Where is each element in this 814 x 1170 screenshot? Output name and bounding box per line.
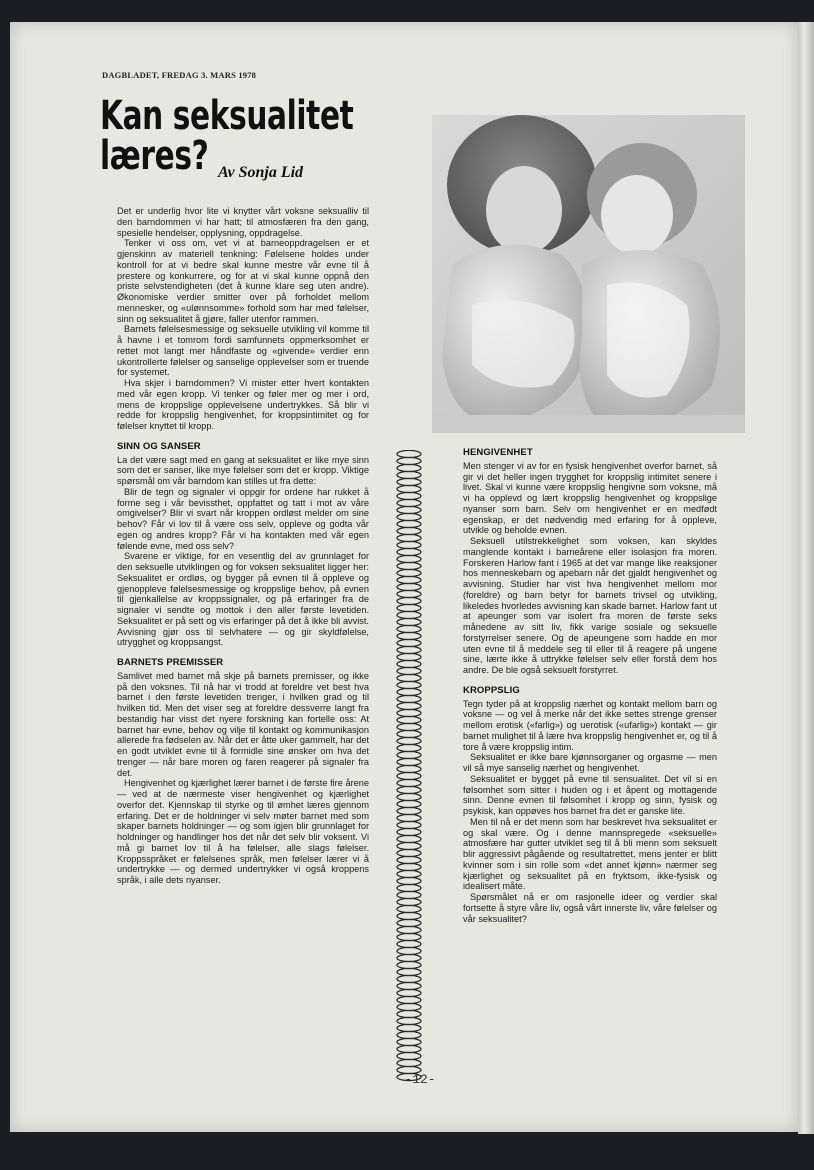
spiral-loop — [397, 989, 421, 996]
spiral-loop — [397, 1038, 421, 1045]
spiral-loop — [397, 1010, 421, 1017]
spiral-loop — [397, 926, 421, 933]
spiral-loop — [397, 996, 421, 1003]
spiral-loop — [397, 786, 421, 793]
paragraph: Tenker vi oss om, vet vi at barneoppdragelsen er et gjenskinn av materiell tenkning: Følelsene holdes under kontroll for at vi bedre skal kunne mestre vår evne til å prestere og konkurrere, og for at vi skal kunne oppnå den priste selvstendigheten (det å kunne klare seg uten andre). Økonomiske verdier smitter over på forholdet mellom mennesker, og «ulønnsomme» forhold som har med følelser, sinn og seksualitet å gjøre, faller utenfor rammen. — [117, 238, 369, 324]
spiral-loop — [397, 583, 421, 590]
spiral-loop — [397, 625, 421, 632]
left-column — [117, 206, 369, 886]
spiral-loop — [397, 499, 421, 506]
spiral-loop — [397, 548, 421, 555]
spiral-loop — [397, 877, 421, 884]
spiral-loop — [397, 695, 421, 702]
spiral-loop — [397, 450, 421, 457]
spiral-loop — [397, 765, 421, 772]
spiral-loop — [397, 576, 421, 583]
spiral-loop — [397, 688, 421, 695]
spiral-loop — [397, 891, 421, 898]
spiral-loop — [397, 632, 421, 639]
spiral-loop — [397, 660, 421, 667]
spiral-loop — [397, 527, 421, 534]
spiral-loop — [397, 849, 421, 856]
spiral-loop — [397, 569, 421, 576]
spiral-loop — [397, 541, 421, 548]
spiral-loop — [397, 534, 421, 541]
spiral-loop — [397, 884, 421, 891]
spiral-loop — [397, 1003, 421, 1010]
spiral-loop — [397, 709, 421, 716]
spiral-loop — [397, 807, 421, 814]
spiral-loop — [397, 513, 421, 520]
spiral-loop — [397, 828, 421, 835]
spiral-loop — [397, 646, 421, 653]
spiral-loop — [397, 1052, 421, 1059]
spiral-loop — [397, 506, 421, 513]
spiral-loop — [397, 758, 421, 765]
spiral-loop — [397, 618, 421, 625]
spiral-loop — [397, 1031, 421, 1038]
spiral-divider-graphic — [394, 450, 424, 1086]
spiral-loop — [397, 968, 421, 975]
paragraph: Seksualitet er bygget på evne til sensualitet. Det vil si en følsomhet som sitter i huden og i et åpent og mottagende sinn. Denne evnen til følsomhet i kropp og sinn, fysisk og psykisk, kan oppøves hos barnet fra det er ganske lite. — [463, 773, 717, 816]
spiral-loop — [397, 905, 421, 912]
spiral-loop — [397, 590, 421, 597]
spiral-loop — [397, 674, 421, 681]
spiral-loop — [397, 919, 421, 926]
spiral-loop — [397, 863, 421, 870]
spiral-loop — [397, 793, 421, 800]
spiral-loop — [397, 1024, 421, 1031]
paragraph: Seksualitet er ikke bare kjønnsorganer og orgasme — men vil så mye sanselig nærhet og hengivenhet. — [463, 752, 717, 773]
section-heading: KROPPSLIG — [463, 684, 520, 696]
paragraph: Seksuell utilstrekkelighet som voksen, kan skyldes manglende kontakt i barneårene eller isolasjon fra moren. Forskeren Harlow fant i 1965 at det var mange like reaksjoner hos menneskebarn og apebarn når det gjaldt hengivenhet og avvisning. Studier har vist hva hengivenhet mellom mor (foreldre) og barn betyr for barnets trivsel og utvikling, likeledes hvorledes avvisning kan skade barnet. Harlow fant ut at apeunger som var isolert fra moren de første seks månedene av sitt liv, fikk varige sosiale og seksuelle forstyrrelser senere. Og de apeungene som hadde en mor uten evne til å meddele seg til eller til å reagere på ungene sine, lærte ikke å uttrykke følelser selv eller forstå dem hos andre. De ble også seksuelt forstyrret. — [463, 536, 717, 675]
spiral-loop — [397, 562, 421, 569]
paragraph: La det være sagt med en gang at seksualitet er like mye sinn som det er sanser, like mye følelser som det er kropp. Viktige spørsmål om vår barndom kan stilles ut fra dette: — [117, 454, 369, 486]
paragraph: Hengivenhet og kjærlighet lærer barnet i de første fire årene — ved at de nærmeste viser hengivenhet og kjærlighet overfor det. Kjennskap til styrke og til ømhet læres gjennom erfaring. Det er de holdninger vi selv møter barnet med som skaper barnets holdninger — og som igjen blir grunnlaget for holdninger og handlinger hos det når det selv blir voksent. Vi må gi barnet lov til å ha følelser, alle slags følelser. Kroppsspråket er følelsenes språk, men følelser lærer vi å undertrykke — og dermed undertrykker vi også kroppens språk, i alle dets nyanser. — [117, 778, 369, 885]
paragraph: Spørsmålet nå er om rasjonelle ideer og verdier skal fortsette å styre våre liv, også vårt innerste liv, våre følelser og vår seksualitet? — [463, 892, 717, 924]
spiral-loop — [397, 723, 421, 730]
next-page-edge — [798, 22, 814, 1134]
spiral-loop — [397, 947, 421, 954]
byline: Av Sonja Lid — [218, 164, 304, 181]
section-heading: SINN OG SANSER — [117, 440, 201, 452]
paragraph: Barnets følelsesmessige og seksuelle utvikling vil komme til å havne i et tomrom fordi samfunnets oppmerksomhet er rettet mot langt mer håndfaste og «givende» verdier enn ukontrollerte følelser og sanselige opplevelser som er truende for systemet. — [117, 324, 369, 378]
spiral-loop — [397, 681, 421, 688]
spiral-loop — [397, 933, 421, 940]
headline-line-1: Kan seksualitet — [100, 93, 354, 139]
spiral-loop — [397, 485, 421, 492]
spiral-loop — [397, 751, 421, 758]
paragraph: Blir de tegn og signaler vi oppgir for ordene har rukket å forme seg i vår bevissthet, oppfattet og tatt i mot av våre omgivelser? Blir vi svart når kroppen ordløst melder om sine behov? Får vi lov til å være oss selv, oppleve og godta vår egen og andres kropp? Får vi ha kontakten med vår egen følende evne, med oss selv? — [117, 486, 369, 551]
spiral-loop — [397, 800, 421, 807]
paragraph: Svarene er viktige, for en vesentlig del av grunnlaget for den seksuelle utviklingen og for voksen seksualitet ligger her: Seksualitet er ordløs, og bygger på evnen til å oppleve og gjenoppleve følelsesmessige og kroppslige behov, på evnen til gjenkallelse av kroppssignaler, og på erfaringer fra de signaler vi sendte og mottok i den aller første levetiden. Seksualitet er på sett og vis erfaringer på det å ikke bli avvist. Avvisning gjør oss til selvhatere — og gir skyldfølelse, utrygghet og kroppsangst. — [117, 551, 369, 648]
spiral-loop — [397, 779, 421, 786]
spiral-loop — [397, 814, 421, 821]
paragraph: Men stenger vi av for en fysisk hengivenhet overfor barnet, så gir vi det heller ingen trygghet for kroppslig intimitet senere i livet. Skal vi kunne være kroppslig hengivne som voksne, må vi ha opplevd og lært kroppslig hengivenhet og kroppslige nyanser som barn. Selv om hengivenhet er en medfødt egenskap, er det nødvendig med erfaring for å oppleve, utvikle og beholde evnen. — [463, 460, 717, 536]
spiral-loop — [397, 940, 421, 947]
dateline: DAGBLADET, FREDAG 3. MARS 1978 — [102, 70, 257, 80]
spiral-loop — [397, 835, 421, 842]
section-heading: BARNETS PREMISSER — [117, 657, 224, 668]
spiral-loop — [397, 1017, 421, 1024]
page-number: -12- — [404, 1072, 436, 1087]
spiral-loop — [397, 975, 421, 982]
spiral-loop — [397, 555, 421, 562]
paragraph: Samlivet med barnet må skje på barnets premisser, og ikke på den voksnes. Til nå har vi trodd at foreldre vet best hva barnet i den første levetiden trenger, i hvilken grad og til hvilken tid. Men det viser seg at foreldre dessverre langt fra bestandig har visst det nyere forskning kan fortelle oss: At barnet har evne, behov og vilje til kontakt og kommunikasjon allerede fra fødselen av. Når det er åtte uker gammelt, har det en godt utviklet evne til å formidle sine ønsker om hva det trenger — når bare moren og faren reagerer på signaler fra det. — [117, 670, 369, 778]
spiral-loop — [397, 702, 421, 709]
spiral-loop — [397, 870, 421, 877]
headline-line-2: læres? — [100, 133, 209, 179]
spiral-loop — [397, 730, 421, 737]
spiral-loop — [397, 492, 421, 499]
article-photo — [432, 115, 745, 433]
spiral-loop — [397, 653, 421, 660]
spiral-loop — [397, 597, 421, 604]
spiral-loop — [397, 464, 421, 471]
section-heading: HENGIVENHET — [463, 447, 533, 458]
spiral-loop — [397, 954, 421, 961]
spiral-loop — [397, 639, 421, 646]
spiral-loop — [397, 982, 421, 989]
spiral-loop — [397, 457, 421, 464]
paragraph: Tegn tyder på at kroppslig nærhet og kontakt mellom barn og voksne — og vel å merke når det ikke settes strenge grenser mellom erotisk («farlig») og uerotisk («ufarlig») kontakt — gir barnet mulighet til å lære hva kroppslig hengivenhet er, og til å tore å være kroppslig intim. — [463, 698, 717, 752]
paragraph: Men til nå er det menn som har beskrevet hva seksualitet er og skal være. Og i denne mannspregede «seksuelle» atmosfære har gutter utviklet seg til å bli menn som seksuelt blir aggressivt pågående og resultatrettet, mens jenter er blitt kvinner som i sin rolle som «det annet kjønn» nærmer seg kjærlighet og seksualitet på en fryktsom, ikke-fysisk og idealisert måte. — [463, 816, 717, 892]
spiral-loop — [397, 898, 421, 905]
spiral-loop — [397, 471, 421, 478]
spiral-loop — [397, 842, 421, 849]
photo-illustration — [432, 115, 745, 433]
spiral-loop — [397, 604, 421, 611]
spiral-loop — [397, 716, 421, 723]
spiral-loop — [397, 1045, 421, 1052]
spiral-loop — [397, 856, 421, 863]
spiral-divider — [394, 450, 424, 1086]
spiral-loop — [397, 667, 421, 674]
paragraph: Hva skjer i barndommen? Vi mister etter hvert kontakten med vår egen kropp. Vi tenker og føler mer og mer i ord, mens de kroppslige opplevelsene undertrykkes. Så blir vi redde for kroppslig hengivenhet, for kroppsintimitet og for følelser knyttet til kropp. — [117, 378, 369, 431]
spiral-loop — [397, 961, 421, 968]
spiral-loop — [397, 772, 421, 779]
spiral-loop — [397, 1059, 421, 1066]
spiral-loop — [397, 478, 421, 485]
spiral-loop — [397, 737, 421, 744]
paragraph: Det er underlig hvor lite vi knytter vårt voksne seksualliv til den barndommen vi har hatt; til atmosfæren fra den gang, spesielle hendelser, opplysning, oppdragelse. — [117, 206, 369, 238]
spiral-loop — [397, 912, 421, 919]
spiral-loop — [397, 821, 421, 828]
right-column — [463, 448, 717, 924]
spiral-loop — [397, 744, 421, 751]
spiral-loop — [397, 611, 421, 618]
spiral-loop — [397, 520, 421, 527]
